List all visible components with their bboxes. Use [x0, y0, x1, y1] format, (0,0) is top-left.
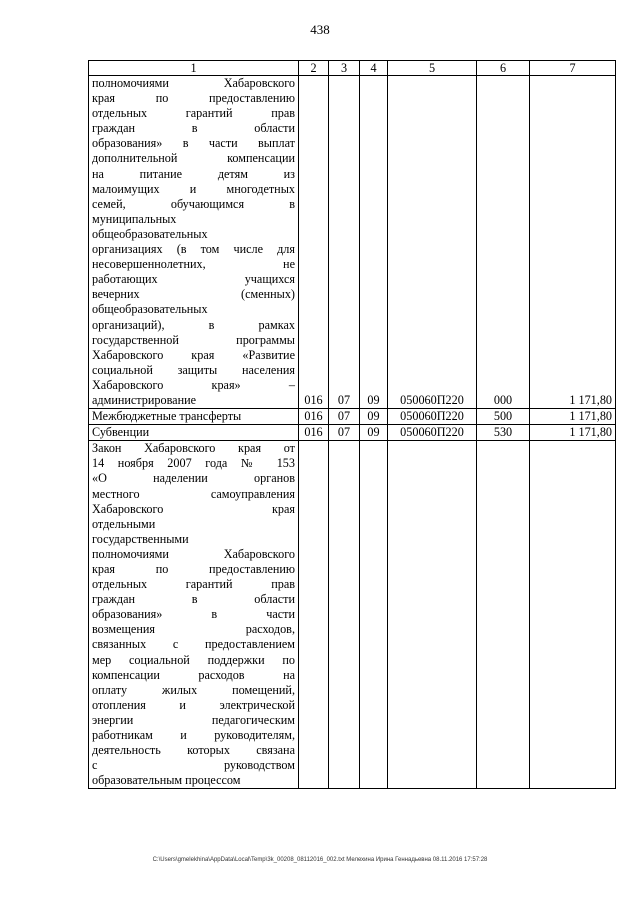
description-line: муниципальных	[92, 211, 177, 226]
description-line: образования» в части выплат	[92, 136, 295, 151]
cell-subsection: 09	[360, 425, 388, 441]
description-line: организациях (в том числе для	[92, 242, 295, 257]
table-row	[89, 425, 616, 441]
cell-expense-type: 500	[477, 409, 530, 425]
cell-target-article	[388, 441, 477, 789]
cell-ministry: 016	[299, 76, 329, 409]
description-line: мер социальной поддержки по	[92, 652, 295, 667]
description-line: полномочиями Хабаровского	[92, 76, 295, 90]
description-line: работающих учащихся	[92, 272, 295, 287]
cell-amount: 1 171,80	[530, 425, 616, 441]
description-line: образовательным процессом	[92, 773, 241, 788]
column-header: 5	[388, 61, 477, 76]
column-header: 7	[530, 61, 616, 76]
description-line: возмещения расходов,	[92, 622, 295, 637]
description-line: работникам и руководителям,	[92, 728, 295, 743]
description-line: деятельность которых связана	[92, 743, 295, 758]
description-line: Закон Хабаровского края от	[92, 441, 295, 456]
description-line: Субвенции	[92, 425, 150, 440]
description-line: отопления и электрической	[92, 697, 295, 712]
description-line: Хабаровского края» –	[92, 377, 295, 392]
cell-ministry	[299, 441, 329, 789]
cell-amount: 1 171,80	[530, 76, 616, 409]
cell-expense-type	[477, 441, 530, 789]
description-line: края по предоставлению	[92, 91, 295, 106]
description-line: дополнительной компенсации	[92, 151, 295, 166]
cell-section: 07	[329, 76, 360, 409]
budget-table	[88, 60, 616, 789]
column-header: 6	[477, 61, 530, 76]
description-line: энергии педагогическим	[92, 712, 295, 727]
description-line: оплату жилых помещений,	[92, 682, 295, 697]
description-line: государственной программы	[92, 332, 295, 347]
column-header: 2	[299, 61, 329, 76]
description-line: граждан в области	[92, 121, 295, 136]
description-line: на питание детям из	[92, 166, 295, 181]
file-path-footer: C:\Users\gmelekhina\AppData\Local\Temp\3k_00208_08112016_002.txt Мелехина Ирина Геннадьевна 08.11.2016 17:57:28	[152, 857, 488, 863]
cell-section: 07	[329, 409, 360, 425]
cell-section: 07	[329, 425, 360, 441]
cell-target-article: 050060П220	[388, 409, 477, 425]
cell-subsection: 09	[360, 409, 388, 425]
description-line: государственными	[92, 531, 189, 546]
cell-ministry: 016	[299, 425, 329, 441]
description-line: отдельных гарантий прав	[92, 577, 295, 592]
cell-expense-type: 000	[477, 76, 530, 409]
cell-target-article: 050060П220	[388, 76, 477, 409]
description-line: края по предоставлению	[92, 562, 295, 576]
description-line: 14 ноября 2007 года № 153	[92, 456, 295, 471]
description-line: Хабаровского края	[92, 501, 295, 516]
description-line: организаций), в рамках	[92, 317, 295, 332]
description-line: администрирование	[92, 392, 197, 407]
description-line: компенсации расходов на	[92, 667, 295, 682]
description-line: общеобразовательных	[92, 226, 208, 241]
description-line: с руководством	[92, 758, 295, 773]
table-row	[89, 76, 616, 409]
description-line: семей, обучающимся в	[92, 196, 295, 211]
table-row	[89, 409, 616, 425]
description-line: несовершеннолетних, не	[92, 257, 295, 272]
row-description	[89, 441, 299, 789]
column-header: 1	[89, 61, 299, 76]
description-line: Хабаровского края «Развитие	[92, 347, 295, 362]
description-line: общеобразовательных	[92, 302, 208, 317]
cell-subsection	[360, 441, 388, 789]
description-line: связанных с предоставлением	[92, 637, 295, 652]
row-description	[89, 409, 299, 425]
page-number: 438	[310, 22, 330, 37]
cell-ministry: 016	[299, 409, 329, 425]
row-description	[89, 425, 299, 441]
description-line: малоимущих и многодетных	[92, 181, 295, 196]
table-header-row	[89, 61, 616, 76]
description-line: «О наделении органов	[92, 471, 295, 486]
cell-amount	[530, 441, 616, 789]
description-line: Межбюджетные трансферты	[92, 409, 242, 424]
description-line: социальной защиты населения	[92, 362, 295, 377]
description-line: отдельными	[92, 516, 156, 531]
cell-subsection: 09	[360, 76, 388, 409]
cell-amount: 1 171,80	[530, 409, 616, 425]
table-row	[89, 441, 616, 789]
cell-target-article: 050060П220	[388, 425, 477, 441]
description-line: образования» в части	[92, 607, 295, 622]
column-header: 3	[329, 61, 360, 76]
description-line: вечерних (сменных)	[92, 287, 295, 302]
description-line: местного самоуправления	[92, 486, 295, 501]
cell-section	[329, 441, 360, 789]
description-line: полномочиями Хабаровского	[92, 546, 295, 561]
column-header: 4	[360, 61, 388, 76]
row-description	[89, 76, 299, 409]
cell-expense-type: 530	[477, 425, 530, 441]
description-line: отдельных гарантий прав	[92, 106, 295, 121]
description-line: граждан в области	[92, 592, 295, 607]
